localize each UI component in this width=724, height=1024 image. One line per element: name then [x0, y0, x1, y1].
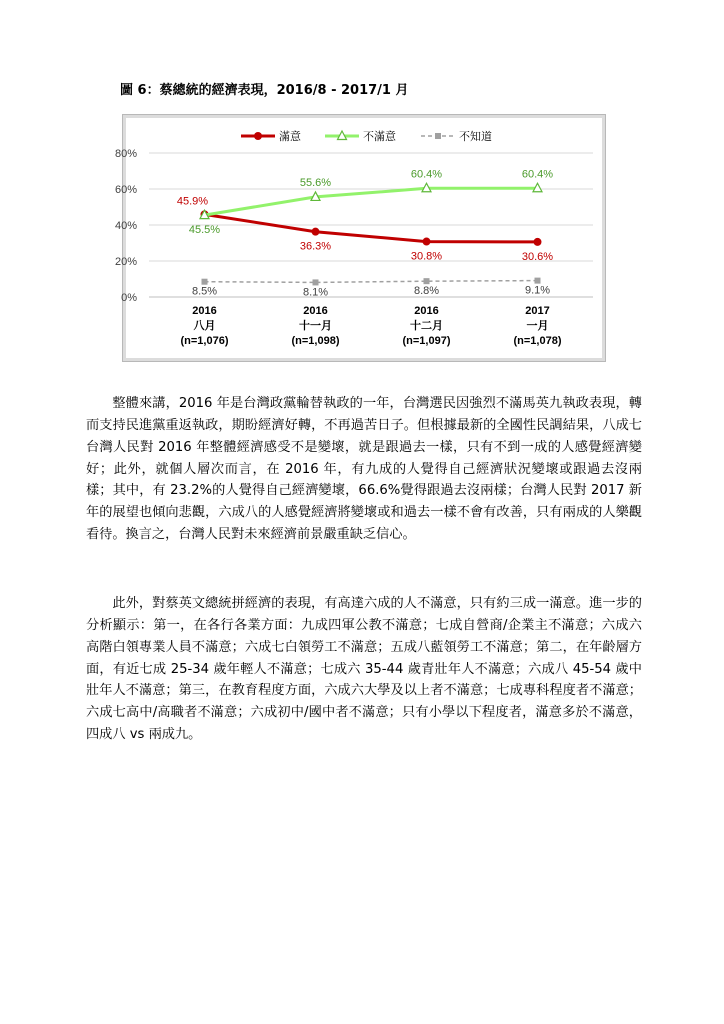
x-tick-sample: (n=1,078) [513, 335, 562, 347]
y-tick-label: 40% [114, 220, 137, 232]
line-chart [114, 115, 607, 363]
chart-container [114, 114, 606, 362]
legend-marker [254, 132, 262, 140]
body-paragraph-1: 整體來講，2016 年是台灣政黨輪替執政的一年，台灣選民因強烈不滿馬英九執政表現，轉而支持民進黨重返執政，期盼經濟好轉，不再過苦日子。但根據最新的全國性民調結果，八成七台灣人民對 2016 年整體經濟感受不是變壞，就是跟過去一樣，只有不到一成的人感覺經濟變好；此外，就個人層次而言，在 2016 年，有九成的人覺得自己經濟狀況變壞或跟過去沒兩樣；其中，有 23.2%的人覺得自己經濟變壞，66.6%覺得跟過去沒兩樣；台灣人民對 2017 新年的展望也傾向悲觀，六成八的人感覺經濟將變壞或和過去一樣不會有改善，只有兩成的人樂觀看待。換言之，台灣人民對未來經濟前景嚴重缺乏信心。 [86, 396, 642, 542]
data-label: 45.9% [176, 195, 209, 208]
figure-title: 圖 6：蔡總統的經濟表現，2016/8 - 2017/1 月 [120, 83, 409, 98]
data-label: 45.5% [188, 224, 221, 237]
data-point-satisfied [312, 228, 320, 236]
data-point-satisfied [534, 238, 542, 246]
data-label: 8.1% [302, 286, 329, 299]
y-tick-label: 80% [114, 148, 137, 160]
x-tick-month: 十二月 [410, 320, 443, 332]
x-tick-sample: (n=1,097) [402, 335, 451, 347]
data-point-unknown [535, 278, 541, 284]
data-label: 8.8% [413, 285, 440, 298]
data-label: 8.5% [191, 285, 218, 298]
x-tick-year: 2016 [414, 305, 439, 317]
x-tick-sample: (n=1,076) [180, 335, 229, 347]
legend-marker [435, 133, 441, 139]
data-label: 55.6% [299, 176, 332, 189]
x-tick-sample: (n=1,098) [291, 335, 340, 347]
data-point-unknown [202, 279, 208, 285]
body-paragraph-2: 此外，對蔡英文總統拼經濟的表現，有高達六成的人不滿意，只有約三成一滿意。進一步的分析顯示：第一，在各行各業方面：九成四軍公教不滿意；七成自營商/企業主不滿意；六成六高階白領專業人員不滿意；六成七白領勞工不滿意；五成八藍領勞工不滿意；第二，在年齡層方面，有近七成 25-34 歲年輕人不滿意；七成六 35-44 歲青壯年人不滿意；六成八 45-54 歲中壯年人不滿意；第三，在教育程度方面，六成六大學及以上者不滿意；七成專科程度者不滿意；六成七高中/高職者不滿意；六成初中/國中者不滿意；只有小學以下程度者，滿意多於不滿意，四成八 vs 兩成九。 [86, 596, 642, 742]
y-tick-label: 60% [114, 184, 137, 196]
legend-label: 滿意 [279, 131, 301, 143]
x-tick-month: 八月 [193, 320, 216, 332]
data-point-unknown [424, 278, 430, 284]
x-tick-month: 十一月 [299, 320, 332, 332]
x-tick-month: 一月 [526, 320, 549, 332]
x-tick-year: 2016 [192, 305, 217, 317]
x-tick-year: 2017 [525, 305, 550, 317]
data-label: 30.8% [410, 250, 443, 263]
x-tick-year: 2016 [303, 305, 328, 317]
data-label: 36.3% [299, 240, 332, 253]
data-label: 60.4% [521, 168, 554, 181]
y-tick-label: 0% [121, 292, 137, 304]
data-point-unknown [313, 279, 319, 285]
data-label: 60.4% [410, 168, 443, 181]
data-point-satisfied [423, 238, 431, 246]
data-label: 30.6% [521, 250, 554, 263]
legend-label: 不知道 [459, 131, 492, 143]
data-label: 9.1% [524, 284, 551, 297]
legend-label: 不滿意 [363, 131, 396, 143]
y-tick-label: 20% [114, 256, 137, 268]
